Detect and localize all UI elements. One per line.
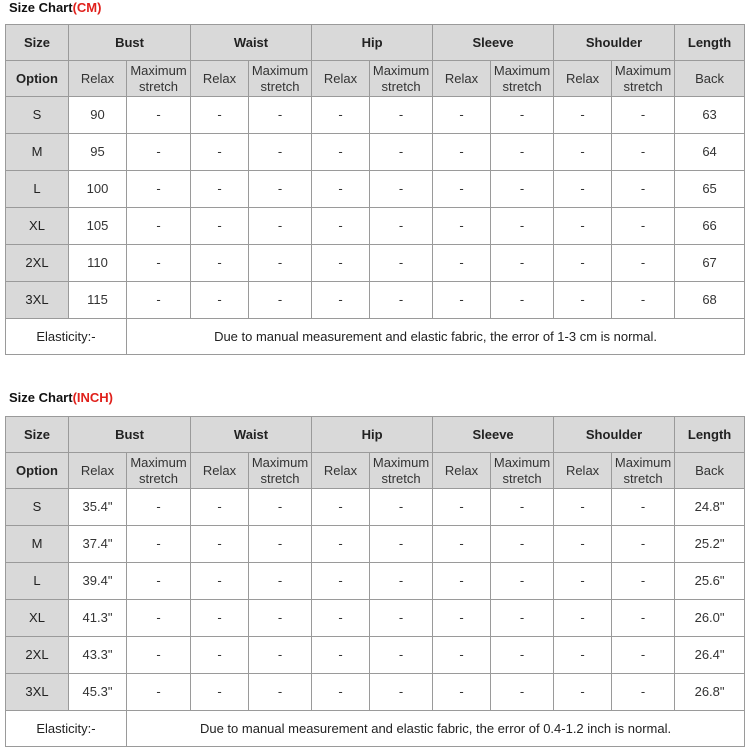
- relax-header: Relax: [433, 61, 491, 97]
- option-header: Option: [6, 453, 69, 489]
- table-cell: 66: [675, 208, 745, 245]
- table-cell: -: [612, 97, 675, 134]
- table-cell: -: [191, 489, 249, 526]
- table-cell: -: [127, 600, 191, 637]
- group-header: Sleeve: [433, 25, 554, 61]
- table-cell: -: [127, 97, 191, 134]
- group-header: Waist: [191, 25, 312, 61]
- table-cell: -: [370, 637, 433, 674]
- table-cell: 43.3": [69, 637, 127, 674]
- group-header: Bust: [69, 25, 191, 61]
- table-cell: -: [433, 171, 491, 208]
- table-cell: 68: [675, 282, 745, 319]
- relax-header: Relax: [69, 453, 127, 489]
- size-label: XL: [6, 208, 69, 245]
- chart-title-text: Size Chart: [9, 390, 73, 405]
- table-cell: -: [433, 489, 491, 526]
- table-cell: -: [127, 171, 191, 208]
- table-cell: -: [554, 282, 612, 319]
- table-cell: -: [127, 674, 191, 711]
- size-label: S: [6, 97, 69, 134]
- footer-row: [6, 711, 745, 747]
- subheader-row: [6, 61, 745, 97]
- table-cell: 24.8": [675, 489, 745, 526]
- table-cell: -: [612, 171, 675, 208]
- size-label: M: [6, 526, 69, 563]
- group-header: Hip: [312, 417, 433, 453]
- table-cell: 90: [69, 97, 127, 134]
- chart-title: [9, 390, 113, 405]
- table-cell: -: [433, 526, 491, 563]
- size-header: Size: [6, 25, 69, 61]
- group-header: Bust: [69, 417, 191, 453]
- table-cell: -: [191, 245, 249, 282]
- table-cell: -: [312, 245, 370, 282]
- table-cell: -: [249, 600, 312, 637]
- table-cell: -: [554, 245, 612, 282]
- size-label: S: [6, 489, 69, 526]
- table-cell: -: [312, 171, 370, 208]
- size-label: 2XL: [6, 245, 69, 282]
- group-header: Waist: [191, 417, 312, 453]
- table-cell: -: [554, 526, 612, 563]
- table-cell: -: [249, 674, 312, 711]
- table-cell: 105: [69, 208, 127, 245]
- measurement-note: Due to manual measurement and elastic fabric, the error of 0.4-1.2 inch is normal.: [127, 711, 745, 747]
- length-header: Length: [675, 25, 745, 61]
- header-row: [6, 25, 745, 61]
- table-cell: -: [370, 526, 433, 563]
- table-cell: -: [312, 134, 370, 171]
- table-cell: 39.4": [69, 563, 127, 600]
- table-cell: 100: [69, 171, 127, 208]
- table-cell: -: [554, 637, 612, 674]
- table-cell: -: [127, 134, 191, 171]
- table-cell: -: [312, 208, 370, 245]
- chart-unit: (INCH): [72, 390, 114, 405]
- table-cell: -: [491, 282, 554, 319]
- table-cell: -: [312, 489, 370, 526]
- header-row: [6, 417, 745, 453]
- back-header: Back: [675, 61, 745, 97]
- table-cell: -: [491, 637, 554, 674]
- table-cell: -: [312, 637, 370, 674]
- stretch-header: Maximum stretch: [612, 61, 675, 97]
- stretch-header: Maximum stretch: [491, 453, 554, 489]
- table-cell: -: [312, 526, 370, 563]
- table-cell: -: [433, 208, 491, 245]
- table-cell: -: [554, 600, 612, 637]
- table-cell: -: [554, 171, 612, 208]
- stretch-header: Maximum stretch: [370, 61, 433, 97]
- table-row: [6, 637, 745, 674]
- table-cell: 65: [675, 171, 745, 208]
- table-cell: -: [433, 97, 491, 134]
- size-header: Size: [6, 417, 69, 453]
- table-cell: -: [127, 245, 191, 282]
- size-label: 3XL: [6, 674, 69, 711]
- table-row: [6, 526, 745, 563]
- table-cell: -: [312, 97, 370, 134]
- table-cell: -: [612, 637, 675, 674]
- table-cell: -: [312, 600, 370, 637]
- table-cell: -: [249, 134, 312, 171]
- table-cell: -: [433, 282, 491, 319]
- measurement-note: Due to manual measurement and elastic fabric, the error of 1-3 cm is normal.: [127, 319, 745, 355]
- table-cell: -: [433, 637, 491, 674]
- table-cell: -: [612, 245, 675, 282]
- chart-title: [9, 0, 101, 15]
- size-label: XL: [6, 600, 69, 637]
- table-cell: -: [370, 674, 433, 711]
- table-cell: -: [612, 600, 675, 637]
- table-cell: -: [249, 97, 312, 134]
- table-cell: 45.3": [69, 674, 127, 711]
- table-cell: -: [249, 208, 312, 245]
- stretch-header: Maximum stretch: [370, 453, 433, 489]
- table-cell: -: [249, 637, 312, 674]
- table-row: [6, 245, 745, 282]
- table-cell: -: [433, 245, 491, 282]
- size-label: L: [6, 563, 69, 600]
- table-cell: -: [191, 282, 249, 319]
- relax-header: Relax: [554, 61, 612, 97]
- size-table: [5, 24, 745, 355]
- table-cell: -: [191, 97, 249, 134]
- table-cell: -: [433, 674, 491, 711]
- table-cell: -: [433, 600, 491, 637]
- table-cell: -: [370, 245, 433, 282]
- table-cell: -: [370, 489, 433, 526]
- table-cell: -: [370, 171, 433, 208]
- table-cell: 63: [675, 97, 745, 134]
- table-cell: 25.6": [675, 563, 745, 600]
- length-header: Length: [675, 417, 745, 453]
- table-cell: -: [491, 489, 554, 526]
- table-cell: 26.4": [675, 637, 745, 674]
- table-row: [6, 600, 745, 637]
- table-cell: -: [370, 282, 433, 319]
- table-cell: -: [191, 526, 249, 563]
- table-cell: -: [191, 171, 249, 208]
- table-row: [6, 674, 745, 711]
- table-cell: -: [249, 526, 312, 563]
- table-row: [6, 134, 745, 171]
- table-cell: -: [370, 134, 433, 171]
- relax-header: Relax: [191, 453, 249, 489]
- table-cell: -: [191, 134, 249, 171]
- table-cell: 26.0": [675, 600, 745, 637]
- table-cell: -: [249, 563, 312, 600]
- size-table: [5, 416, 745, 747]
- table-cell: -: [370, 563, 433, 600]
- stretch-header: Maximum stretch: [127, 453, 191, 489]
- table-cell: -: [491, 134, 554, 171]
- table-cell: 67: [675, 245, 745, 282]
- table-cell: -: [370, 208, 433, 245]
- chart-unit: (CM): [72, 0, 102, 15]
- table-cell: -: [370, 600, 433, 637]
- relax-header: Relax: [312, 61, 370, 97]
- table-cell: -: [491, 674, 554, 711]
- table-cell: -: [612, 489, 675, 526]
- table-cell: -: [612, 526, 675, 563]
- size-label: L: [6, 171, 69, 208]
- table-row: [6, 489, 745, 526]
- size-label: 3XL: [6, 282, 69, 319]
- table-row: [6, 97, 745, 134]
- table-cell: -: [554, 674, 612, 711]
- table-cell: -: [612, 282, 675, 319]
- table-cell: -: [191, 600, 249, 637]
- table-row: [6, 563, 745, 600]
- group-header: Hip: [312, 25, 433, 61]
- table-cell: -: [191, 674, 249, 711]
- table-cell: -: [612, 674, 675, 711]
- table-cell: -: [191, 637, 249, 674]
- table-cell: -: [127, 208, 191, 245]
- table-cell: -: [554, 97, 612, 134]
- table-cell: 64: [675, 134, 745, 171]
- size-label: M: [6, 134, 69, 171]
- relax-header: Relax: [433, 453, 491, 489]
- table-cell: 110: [69, 245, 127, 282]
- table-cell: 26.8": [675, 674, 745, 711]
- table-cell: -: [554, 208, 612, 245]
- table-cell: -: [491, 526, 554, 563]
- relax-header: Relax: [312, 453, 370, 489]
- elasticity-label: Elasticity:-: [6, 711, 127, 747]
- table-cell: -: [191, 208, 249, 245]
- stretch-header: Maximum stretch: [127, 61, 191, 97]
- table-cell: 95: [69, 134, 127, 171]
- table-cell: -: [554, 563, 612, 600]
- relax-header: Relax: [554, 453, 612, 489]
- table-cell: -: [127, 563, 191, 600]
- table-row: [6, 282, 745, 319]
- table-cell: -: [312, 282, 370, 319]
- stretch-header: Maximum stretch: [249, 61, 312, 97]
- size-label: 2XL: [6, 637, 69, 674]
- table-cell: -: [312, 563, 370, 600]
- group-header: Shoulder: [554, 417, 675, 453]
- table-cell: -: [612, 208, 675, 245]
- group-header: Shoulder: [554, 25, 675, 61]
- table-cell: -: [491, 245, 554, 282]
- group-header: Sleeve: [433, 417, 554, 453]
- table-cell: -: [249, 245, 312, 282]
- back-header: Back: [675, 453, 745, 489]
- table-cell: -: [127, 637, 191, 674]
- table-cell: -: [491, 171, 554, 208]
- table-cell: -: [491, 600, 554, 637]
- relax-header: Relax: [69, 61, 127, 97]
- table-cell: -: [127, 489, 191, 526]
- table-cell: -: [554, 489, 612, 526]
- table-cell: -: [370, 97, 433, 134]
- footer-row: [6, 319, 745, 355]
- table-cell: -: [433, 134, 491, 171]
- elasticity-label: Elasticity:-: [6, 319, 127, 355]
- subheader-row: [6, 453, 745, 489]
- table-cell: 35.4": [69, 489, 127, 526]
- chart-title-text: Size Chart: [9, 0, 73, 15]
- stretch-header: Maximum stretch: [612, 453, 675, 489]
- relax-header: Relax: [191, 61, 249, 97]
- table-cell: 115: [69, 282, 127, 319]
- table-row: [6, 208, 745, 245]
- table-cell: -: [249, 282, 312, 319]
- table-cell: -: [249, 171, 312, 208]
- table-cell: -: [554, 134, 612, 171]
- table-cell: -: [249, 489, 312, 526]
- table-cell: -: [491, 97, 554, 134]
- table-cell: 25.2": [675, 526, 745, 563]
- table-cell: -: [612, 563, 675, 600]
- table-cell: 37.4": [69, 526, 127, 563]
- option-header: Option: [6, 61, 69, 97]
- table-cell: -: [127, 282, 191, 319]
- stretch-header: Maximum stretch: [249, 453, 312, 489]
- table-cell: -: [191, 563, 249, 600]
- table-cell: 41.3": [69, 600, 127, 637]
- table-cell: -: [612, 134, 675, 171]
- table-cell: -: [491, 563, 554, 600]
- stretch-header: Maximum stretch: [491, 61, 554, 97]
- table-cell: -: [127, 526, 191, 563]
- table-cell: -: [491, 208, 554, 245]
- table-cell: -: [312, 674, 370, 711]
- table-cell: -: [433, 563, 491, 600]
- table-row: [6, 171, 745, 208]
